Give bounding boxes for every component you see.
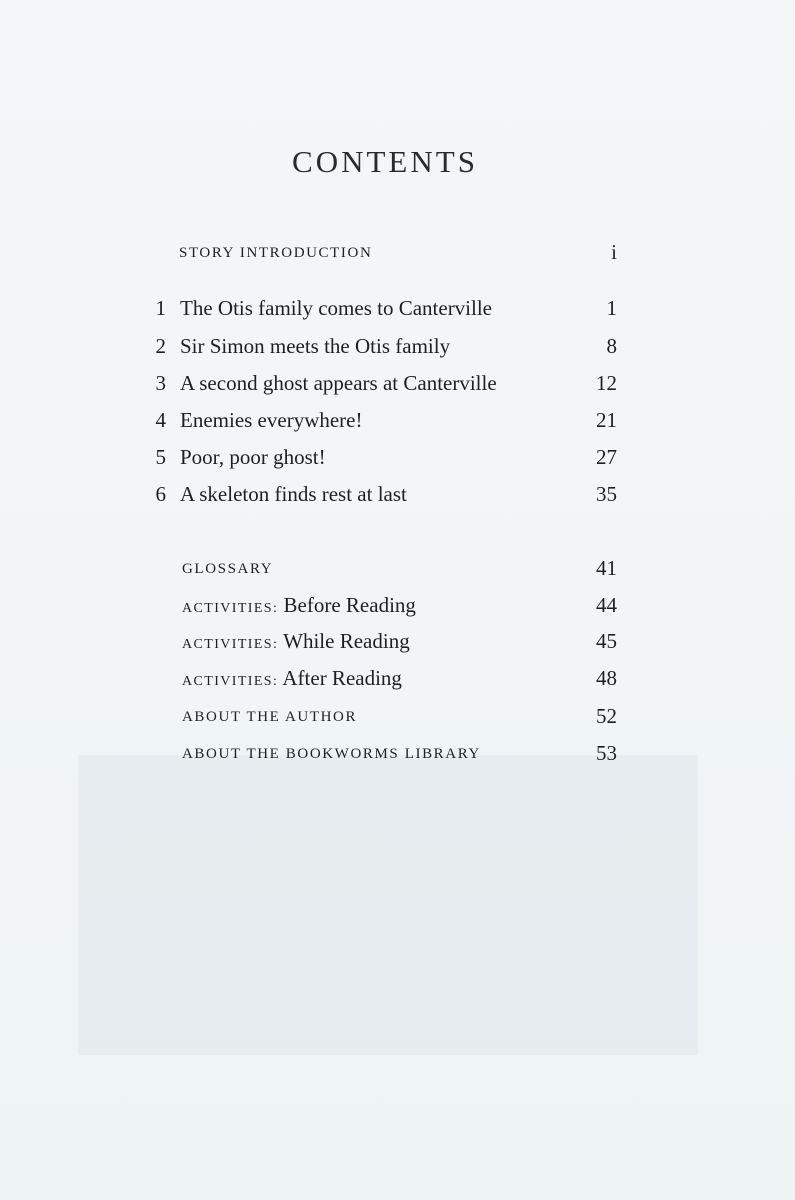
chapter-page: 35 [596, 482, 617, 506]
backmatter-label: GLOSSARY [182, 561, 274, 577]
toc-intro-page: i [611, 240, 617, 264]
chapter-page: 21 [596, 408, 617, 432]
toc-backmatter-row [0, 666, 795, 694]
toc-backmatter-row [0, 556, 795, 584]
backmatter-page: 41 [596, 556, 617, 580]
chapter-title: A skeleton finds rest at last [180, 482, 407, 506]
chapter-number: 6 [155, 482, 166, 506]
toc-backmatter-row [0, 704, 795, 732]
backmatter-label: ACTIVITIES: [182, 637, 279, 652]
chapter-title: A second ghost appears at Canterville [180, 371, 497, 395]
chapter-number: 1 [155, 296, 166, 320]
backmatter-page: 52 [596, 704, 617, 728]
toc-chapter-row [0, 445, 795, 473]
backmatter-label: ABOUT THE AUTHOR [182, 709, 358, 725]
toc-intro-label: STORY INTRODUCTION [179, 245, 373, 261]
toc-chapter-row [0, 482, 795, 510]
backmatter-label: ACTIVITIES: [182, 674, 279, 689]
backmatter-page: 45 [596, 629, 617, 653]
chapter-number: 4 [155, 408, 166, 432]
toc-backmatter-row [0, 629, 795, 657]
toc-chapter-row [0, 334, 795, 362]
chapter-title: The Otis family comes to Canterville [180, 296, 493, 320]
toc-chapter-row [0, 296, 795, 324]
backmatter-label-group [182, 666, 402, 691]
backmatter-label: ABOUT THE BOOKWORMS LIBRARY [182, 746, 481, 762]
toc-intro-row [0, 240, 795, 268]
chapter-title: Poor, poor ghost! [180, 445, 326, 469]
backmatter-subtitle: While Reading [283, 629, 410, 653]
toc-chapter-row [0, 408, 795, 436]
toc-backmatter-row [0, 593, 795, 621]
backmatter-label: ACTIVITIES: [182, 601, 279, 616]
backmatter-subtitle: Before Reading [283, 593, 416, 617]
backmatter-page: 44 [596, 593, 617, 617]
backmatter-page: 53 [596, 741, 617, 765]
show-through-illustration [78, 755, 698, 1055]
chapter-title: Enemies everywhere! [180, 408, 363, 432]
chapter-title: Sir Simon meets the Otis family [180, 334, 451, 358]
backmatter-label-group [182, 629, 410, 654]
contents-heading: CONTENTS [292, 144, 478, 179]
backmatter-subtitle: After Reading [282, 666, 402, 690]
backmatter-page: 48 [596, 666, 617, 690]
toc-chapter-row [0, 371, 795, 399]
chapter-number: 2 [155, 334, 166, 358]
chapter-page: 8 [606, 334, 617, 358]
chapter-number: 3 [155, 371, 166, 395]
toc-backmatter-row [0, 741, 795, 769]
chapter-page: 27 [596, 445, 617, 469]
backmatter-label-group [182, 593, 416, 618]
chapter-number: 5 [155, 445, 166, 469]
chapter-page: 1 [606, 296, 617, 320]
chapter-page: 12 [596, 371, 617, 395]
